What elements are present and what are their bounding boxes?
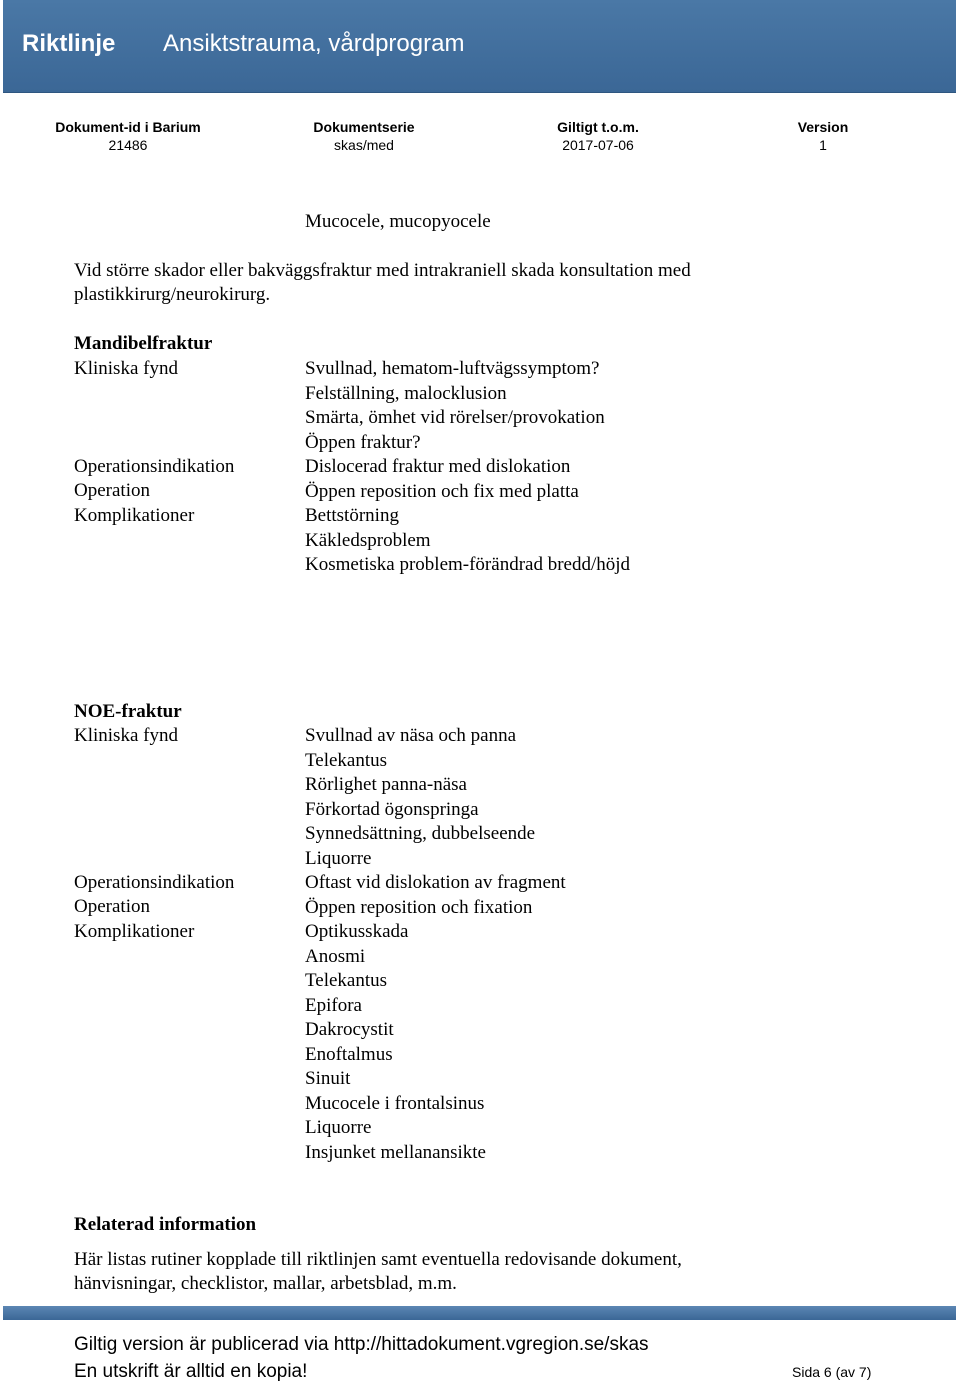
consultation-paragraph-line1: Vid större skador eller bakväggsfraktur med intrakraniell skada konsultation med [74, 260, 691, 281]
list-item: Telekantus [305, 970, 388, 991]
list-item: Mucocele i frontalsinus [305, 1092, 485, 1114]
list-item: Optikusskada [305, 921, 409, 942]
noe-details-list [305, 724, 566, 1165]
meta-document-series [290, 118, 438, 154]
label-komplikationer: Komplikationer [74, 505, 195, 526]
document-type-title: Riktlinje [22, 30, 116, 57]
meta-label: Dokument-id i Barium [55, 119, 201, 135]
section-heading-noe-fraktur: NOE-fraktur [74, 701, 182, 722]
meta-valid-until [530, 118, 666, 154]
footer-copy-notice: En utskrift är alltid en kopia! [74, 1361, 308, 1382]
complication-item: Mucocele, mucopyocele [305, 211, 491, 232]
list-item: Käkledsproblem [305, 529, 431, 551]
meta-version [770, 118, 876, 154]
list-item: Sinuit [305, 1068, 351, 1089]
list-item: Dislocerad fraktur med dislokation [305, 456, 571, 477]
list-item: Svullnad, hematom-luftvägssymptom? [305, 358, 600, 379]
related-info-heading: Relaterad information [74, 1214, 257, 1235]
list-item: Smärta, ömhet vid rörelser/provokation [305, 407, 605, 428]
list-item: Kosmetiska problem-förändrad bredd/höjd [305, 554, 631, 575]
list-item: Oftast vid dislokation av fragment [305, 872, 566, 893]
document-title: Ansiktstrauma, vårdprogram [163, 30, 465, 57]
meta-document-id [40, 118, 216, 154]
meta-value: 2017-07-06 [562, 137, 634, 153]
list-item: Bettstörning [305, 505, 399, 526]
list-item: Liquorre [305, 1117, 372, 1138]
list-item: Öppen fraktur? [305, 431, 421, 453]
label-operationsindikation: Operationsindikation [74, 872, 235, 893]
meta-value: skas/med [334, 137, 394, 153]
list-item: Dakrocystit [305, 1019, 394, 1040]
consultation-paragraph-line2: plastikkirurg/neurokirurg. [74, 284, 271, 305]
related-info-line2: hänvisningar, checklistor, mallar, arbetsblad, m.m. [74, 1273, 457, 1294]
footer-bar [3, 1306, 956, 1320]
label-komplikationer: Komplikationer [74, 921, 195, 942]
meta-value: 1 [819, 137, 827, 153]
list-item: Anosmi [305, 945, 366, 967]
list-item: Förkortad ögonspringa [305, 798, 479, 820]
related-info-line1: Här listas rutiner kopplade till riktlinjen samt eventuella redovisande dokument, [74, 1249, 682, 1270]
section-heading-mandibelfraktur: Mandibelfraktur [74, 333, 213, 354]
list-item: Öppen reposition och fix med platta [305, 480, 579, 502]
label-operation: Operation [74, 480, 150, 501]
meta-label: Dokumentserie [313, 119, 415, 135]
list-item: Enoftalmus [305, 1043, 393, 1065]
meta-label: Version [797, 119, 849, 135]
list-item: Synnedsättning, dubbelseende [305, 823, 536, 844]
list-item: Insjunket mellanansikte [305, 1141, 486, 1163]
label-kliniska-fynd: Kliniska fynd [74, 358, 178, 379]
list-item: Telekantus [305, 749, 388, 771]
header-banner [3, 0, 956, 93]
label-operation: Operation [74, 896, 150, 917]
meta-value: 21486 [108, 137, 148, 153]
footer-published-via: Giltig version är publicerad via http://hittadokument.vgregion.se/skas [74, 1334, 649, 1355]
list-item: Felställning, malocklusion [305, 382, 507, 404]
list-item: Rörlighet panna-näsa [305, 774, 467, 795]
page-number: Sida 6 (av 7) [792, 1364, 872, 1380]
list-item: Liquorre [305, 847, 372, 869]
meta-label: Giltigt t.o.m. [557, 119, 639, 135]
list-item: Epifora [305, 994, 362, 1016]
label-kliniska-fynd: Kliniska fynd [74, 725, 178, 746]
list-item: Öppen reposition och fixation [305, 896, 533, 918]
mandibel-kliniska-list [305, 357, 630, 578]
label-operationsindikation: Operationsindikation [74, 456, 235, 477]
list-item: Svullnad av näsa och panna [305, 725, 517, 746]
